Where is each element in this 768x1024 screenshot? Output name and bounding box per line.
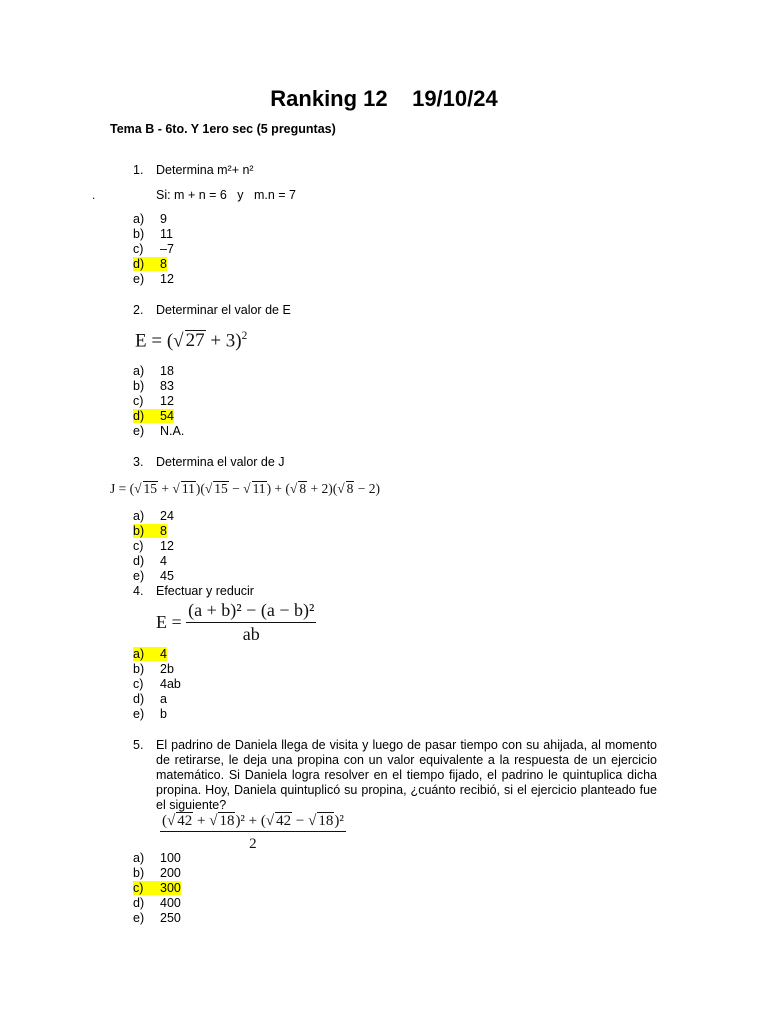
formula-part: )² (334, 813, 344, 829)
formula-part: E = ( (135, 330, 174, 352)
option-5e (133, 911, 181, 926)
option-letter: a) (133, 509, 145, 523)
option-4a (133, 647, 167, 662)
option-value: a (160, 692, 167, 706)
option-highlight (133, 569, 174, 583)
option-value: 12 (160, 539, 174, 553)
option-value: 400 (160, 896, 181, 910)
sqrt-icon: √ (337, 481, 345, 496)
option-1e (133, 272, 174, 287)
option-highlight (133, 409, 174, 423)
formula-part: + 3) (205, 330, 242, 352)
question-3-text: Determina el valor de J (156, 455, 285, 469)
option-3b (133, 524, 167, 539)
formula-part: + 2)( (307, 481, 338, 496)
sqrt-icon: √ (173, 330, 184, 352)
option-2c (133, 394, 174, 409)
radicand: 42 (177, 813, 193, 829)
radicand: 18 (318, 813, 334, 829)
option-letter: b) (133, 662, 145, 676)
option-value: 300 (160, 881, 181, 895)
formula-part: ( (162, 813, 167, 829)
option-highlight (133, 677, 181, 691)
option-5c (133, 881, 181, 896)
option-highlight (133, 242, 174, 256)
sqrt-icon: √ (265, 813, 275, 829)
radicand: 11 (181, 481, 195, 496)
option-1d (133, 257, 167, 272)
question-5-text: El padrino de Daniela llega de visita y luego de pasar tiempo con su ahijada, al momento de retirarse, le deja una propina con un valor equivalente a la respuesta de un ejercicio matemático. Si Daniela logra resolver en el tiempo fijado, el padrino le quintuplica dicha propina. Hoy, Daniela quintuplicó su propina, ¿cuánto recibió, si el ejercicio planteado fue el siguiente? (156, 738, 657, 812)
option-value: 250 (160, 911, 181, 925)
option-highlight (133, 227, 173, 241)
option-highlight (133, 554, 167, 568)
formula-e (135, 330, 247, 352)
formula-q5 (160, 812, 346, 853)
option-letter: d) (133, 554, 145, 568)
sqrt-icon: √ (209, 813, 218, 829)
option-highlight (133, 911, 181, 925)
option-letter: b) (133, 227, 145, 241)
exponent: 2 (241, 330, 248, 342)
formula-part: − (292, 813, 309, 829)
option-letter: a) (133, 364, 145, 378)
option-highlight (133, 212, 167, 226)
option-highlight (133, 851, 181, 865)
option-letter: d) (133, 257, 145, 271)
formula-part: + (193, 813, 210, 829)
option-letter: a) (133, 212, 145, 226)
radicand: 11 (252, 481, 266, 496)
option-value: 100 (160, 851, 181, 865)
option-value: 8 (160, 257, 167, 271)
option-letter: e) (133, 707, 145, 721)
stray-dot: . (92, 188, 96, 202)
option-letter: c) (133, 242, 144, 256)
option-2a (133, 364, 174, 379)
option-letter: d) (133, 409, 145, 423)
question-1-text: Determina m²+ n² (156, 163, 254, 177)
radicand: 8 (346, 481, 354, 496)
formula-part: − (228, 481, 244, 496)
formula-part: )( (195, 481, 205, 496)
option-3c (133, 539, 174, 554)
option-highlight (133, 524, 167, 538)
radicand: 15 (143, 481, 158, 496)
option-highlight (133, 692, 167, 706)
option-2d (133, 409, 174, 424)
option-letter: b) (133, 524, 145, 538)
sqrt-icon: √ (167, 813, 176, 829)
formula-part: J = ( (110, 481, 135, 496)
option-3d (133, 554, 167, 569)
option-highlight (133, 509, 174, 523)
option-letter: d) (133, 896, 145, 910)
formula-part: + (158, 481, 173, 496)
denominator: 2 (160, 831, 346, 853)
option-3a (133, 509, 174, 524)
radicand: 18 (219, 813, 235, 829)
question-1-number: 1. (133, 163, 144, 177)
formula-j (110, 481, 380, 497)
option-4d (133, 692, 167, 707)
numerator (160, 812, 346, 831)
page-title: Ranking 12 19/10/24 (270, 86, 498, 111)
option-value: 4 (160, 647, 167, 661)
option-letter: e) (133, 569, 145, 583)
option-value: –7 (160, 242, 174, 256)
radicand: 8 (299, 481, 307, 496)
option-1b (133, 227, 173, 242)
option-letter: d) (133, 692, 145, 706)
option-4b (133, 662, 174, 677)
option-4e (133, 707, 167, 722)
question-4-number: 4. (133, 584, 144, 598)
question-3-number: 3. (133, 455, 144, 469)
option-letter: a) (133, 851, 145, 865)
subtitle: Tema B - 6to. Y 1ero sec (5 preguntas) (110, 122, 336, 136)
option-1c (133, 242, 174, 257)
formula-part: − 2) (354, 481, 380, 496)
option-4c (133, 677, 181, 692)
option-value: N.A. (160, 424, 185, 438)
question-2-text: Determinar el valor de E (156, 303, 291, 317)
numerator: (a + b)² − (a − b)² (188, 600, 315, 620)
sqrt-icon: √ (308, 813, 317, 829)
option-2b (133, 379, 174, 394)
fraction (186, 600, 316, 645)
question-1-condition: Si: m + n = 6 y m.n = 7 (156, 188, 296, 202)
option-highlight (133, 881, 181, 895)
sqrt-icon: √ (172, 481, 180, 496)
option-highlight (133, 707, 167, 721)
option-value: 24 (160, 509, 174, 523)
option-letter: e) (133, 424, 145, 438)
option-highlight (133, 257, 167, 271)
option-value: 200 (160, 866, 181, 880)
option-2e (133, 424, 184, 439)
option-letter: c) (133, 677, 144, 691)
option-5b (133, 866, 181, 881)
option-highlight (133, 272, 174, 286)
question-5-number: 5. (133, 738, 144, 752)
fraction (160, 812, 346, 853)
option-value: 83 (160, 379, 174, 393)
option-highlight (133, 539, 174, 553)
option-value: 12 (160, 272, 174, 286)
option-highlight (133, 896, 181, 910)
option-highlight (133, 424, 184, 438)
option-value: 2b (160, 662, 174, 676)
option-value: 8 (160, 524, 167, 538)
option-value: 4ab (160, 677, 181, 691)
formula-part: ) + ( (266, 481, 290, 496)
option-value: 12 (160, 394, 174, 408)
option-5a (133, 851, 181, 866)
option-letter: e) (133, 272, 145, 286)
radicand: 27 (185, 330, 205, 352)
formula-part: E = (156, 612, 182, 632)
option-3e (133, 569, 174, 584)
option-1a (133, 212, 167, 227)
option-5d (133, 896, 181, 911)
option-letter: c) (133, 394, 144, 408)
option-value: 4 (160, 554, 167, 568)
radicand: 15 (214, 481, 228, 496)
option-highlight (133, 364, 174, 378)
option-value: 11 (160, 227, 173, 241)
denominator: ab (186, 622, 316, 645)
option-value: 45 (160, 569, 174, 583)
question-2-number: 2. (133, 303, 144, 317)
sqrt-icon: √ (289, 481, 298, 496)
sqrt-icon: √ (134, 481, 142, 496)
formula-e2 (156, 600, 316, 645)
option-value: 18 (160, 364, 174, 378)
option-letter: c) (133, 881, 144, 895)
option-letter: b) (133, 379, 145, 393)
option-letter: a) (133, 647, 145, 661)
sqrt-icon: √ (204, 481, 213, 496)
sqrt-icon: √ (243, 481, 251, 496)
question-4-text: Efectuar y reducir (156, 584, 254, 598)
radicand: 42 (276, 813, 292, 829)
option-letter: e) (133, 911, 145, 925)
option-highlight (133, 394, 174, 408)
formula-part: )² + ( (235, 813, 266, 829)
option-highlight (133, 647, 167, 661)
option-highlight (133, 866, 181, 880)
option-value: b (160, 707, 167, 721)
option-highlight (133, 379, 174, 393)
option-letter: c) (133, 539, 144, 553)
option-value: 54 (160, 409, 174, 423)
option-letter: b) (133, 866, 145, 880)
option-highlight (133, 662, 174, 676)
option-value: 9 (160, 212, 167, 226)
